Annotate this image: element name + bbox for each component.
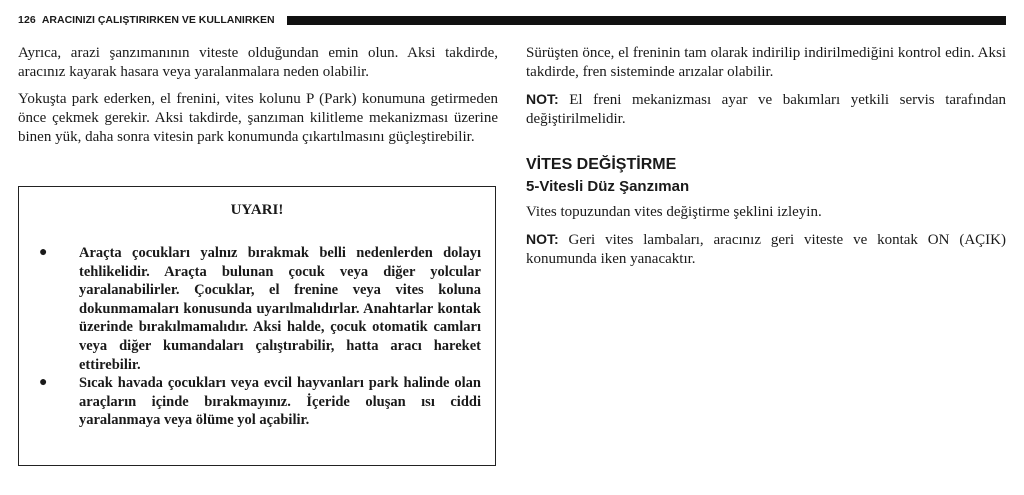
section-title: VİTES DEĞİŞTİRME xyxy=(526,156,677,173)
warning-box xyxy=(18,186,496,466)
warning-title: UYARI! xyxy=(230,202,284,218)
page-header xyxy=(18,12,1006,28)
right-column xyxy=(526,44,1006,277)
chapter-title: ARACINIZI ÇALIŞTIRIRKEN VE KULLANIRKEN xyxy=(41,14,275,26)
warning-item-text: Araçta çocukları yalnız bırakmak belli nedenlerden dolayı tehlikelidir. Araçta bulunan çocuk veya diğer yolcular yaralanabilirler. Çocuklar, el frenine veya vites koluna dokunmamaları konusunda uyarılmalıdırlar. Anahtarlar kontak üzerinde bırakılmamalıdır. Aksi halde, çocuk otomatik camları veya diğer kumandaları çalıştırabilir, hatta aracı hareket ettirebilir. xyxy=(79,245,481,373)
warning-item xyxy=(39,244,481,374)
bullet-icon: ● xyxy=(39,375,48,391)
warning-item xyxy=(39,374,481,430)
page-number: 126 xyxy=(18,14,36,26)
paragraph-transfer-case: Ayrıca, arazi şanzımanının viteste olduğundan emin olun. Aksi takdirde, aracınız kayarak hasara veya yaralanmalara neden olabilir. xyxy=(18,45,498,80)
paragraph-shift-pattern: Vites topuzundan vites değiştirme şeklini izleyin. xyxy=(526,204,822,220)
paragraph-hill-parking: Yokuşta park ederken, el frenini, vites kolunu P (Park) konumuna getirmeden önce çekmek gerekir. Aksi takdirde, şanzıman kilitleme mekanizması üzerine binen yük, daha sonra vitesin park konumunda çıkartılmasını güçleştirebilir. xyxy=(18,91,498,145)
bullet-icon: ● xyxy=(39,245,48,260)
left-column xyxy=(18,44,498,155)
warning-item-text: Sıcak havada çocukları veya evcil hayvanları park halinde olan araçların içinde bırakmayınız. İçeride oluşan ısı ciddi yaralanmaya veya ölüme yol açabilir. xyxy=(79,375,481,429)
warning-list xyxy=(19,244,495,430)
note-text: El freni mekanizması ayar ve bakımları yetkili servis tarafından değiştirilmelidir. xyxy=(526,92,1006,127)
note-reverse-lamps xyxy=(526,230,1006,269)
note-parking-brake xyxy=(526,90,1006,129)
note-label: NOT: xyxy=(526,231,559,247)
paragraph-parking-brake-check: Sürüşten önce, el freninin tam olarak indirilip indirilmediğini kontrol edin. Aksi takdirde, fren sisteminde arızalar olabilir. xyxy=(526,45,1006,80)
note-text: Geri vites lambaları, aracınız geri viteste ve kontak ON (AÇIK) konumunda iken yanacaktır. xyxy=(526,232,1006,267)
header-rule xyxy=(287,16,1006,25)
note-label: NOT: xyxy=(526,91,559,107)
subsection-title: 5-Vitesli Düz Şanzıman xyxy=(526,178,690,195)
